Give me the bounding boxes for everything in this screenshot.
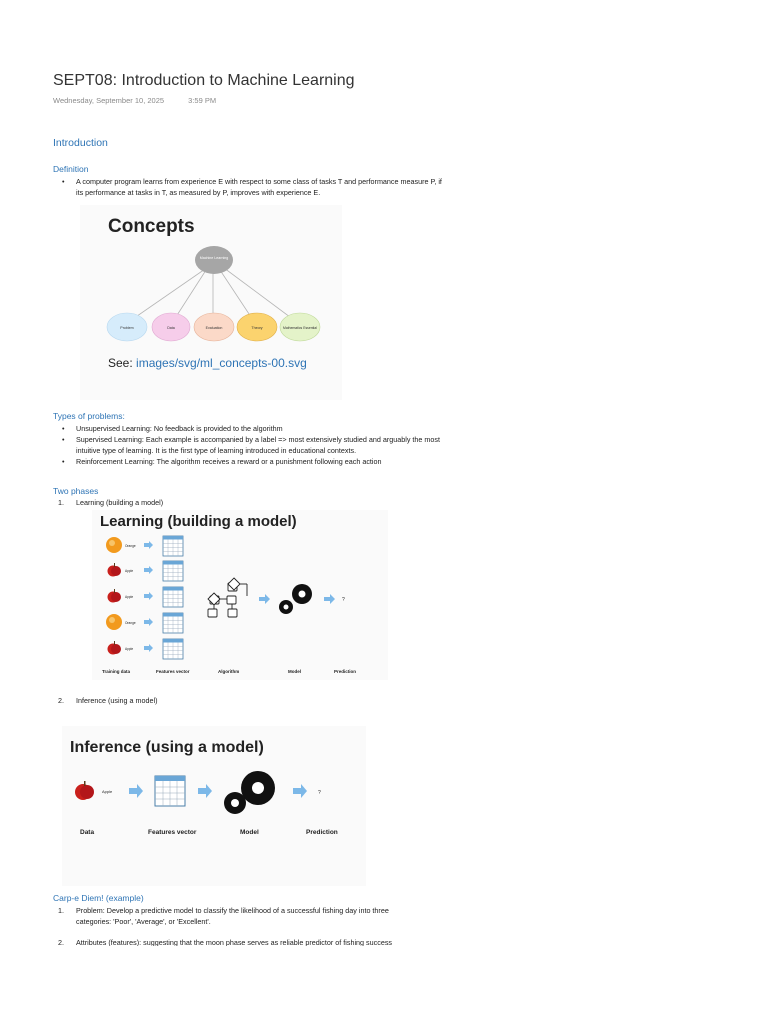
concepts-diagram [80, 205, 342, 400]
col-label: Features vector [148, 829, 197, 836]
arrow-icon [144, 592, 153, 600]
apple-icon [75, 781, 94, 800]
learning-row [108, 639, 184, 659]
concepts-node-label: Theory [251, 326, 263, 330]
carpe-heading: Carp-e Diem! (example) [53, 893, 144, 903]
concepts-root-node [195, 246, 233, 274]
arrow-icon [259, 594, 270, 604]
carpe-item-text: categories: 'Poor', 'Average', or 'Excellent'. [76, 917, 211, 926]
types-item-text: Unsupervised Learning: No feedback is provided to the algorithm [76, 424, 283, 433]
carpe-item-text: Attributes (features): suggesting that the moon phase serves as reliable predictor of fishing success [76, 938, 393, 946]
types-heading: Types of problems: [53, 411, 125, 421]
concepts-see-line [108, 356, 307, 370]
types-item-supervised [60, 434, 530, 456]
types-item-unsupervised [60, 423, 530, 434]
orange-icon [106, 537, 122, 553]
list-number: 2. [58, 938, 64, 946]
carpe-item-problem [58, 905, 478, 927]
concepts-node-label: Evaluation [205, 326, 223, 330]
prediction-question: ? [342, 597, 345, 603]
apple-icon [108, 641, 122, 655]
types-item-text: Supervised Learning: Each example is accompanied by a label => most extensively studied and arguably the most [76, 435, 440, 444]
phase-item-learning [58, 497, 478, 508]
definition-line-2: its performance at tasks in T, as measured by P, improves with experience E. [76, 188, 321, 197]
page-title: SEPT08: Introduction to Machine Learning [53, 72, 355, 89]
concepts-node-label: Problem [120, 326, 134, 330]
learning-rows [106, 536, 183, 659]
phase-item-inference [58, 695, 478, 706]
col-label: Features vector [156, 669, 190, 674]
arrow-icon [324, 594, 335, 604]
carpe-item-attributes-clipped [58, 938, 518, 946]
model-gears-icon [224, 771, 275, 814]
inference-title: Inference (using a model) [70, 739, 264, 756]
arrow-icon [144, 541, 153, 549]
types-list [60, 423, 530, 467]
concepts-node-label: Data [167, 326, 175, 330]
col-label: Model [240, 829, 259, 836]
phases-heading: Two phases [53, 486, 99, 496]
fruit-label: Orange [125, 621, 136, 625]
learning-row [108, 587, 184, 607]
arrow-icon [198, 784, 212, 798]
concepts-node-label: Mathematics Essential [283, 326, 317, 330]
carpe-list [58, 905, 478, 927]
definition-line-1: A computer program learns from experience E with respect to some class of tasks T and performance measure P, if [76, 177, 442, 186]
concepts-root-label: Machine Learning [199, 256, 229, 260]
learning-row [106, 536, 183, 556]
col-label: Algorithm [218, 669, 240, 674]
arrow-icon [293, 784, 307, 798]
learning-row [108, 561, 184, 581]
types-item-text: Reinforcement Learning: The algorithm receives a reward or a punishment following each action [76, 457, 382, 466]
model-gears-icon [279, 584, 312, 614]
prediction-question: ? [318, 790, 321, 796]
definition-list [60, 176, 530, 198]
phases-list-2 [58, 695, 478, 706]
features-table-icon [163, 613, 183, 633]
learning-diagram [92, 510, 388, 680]
arrow-icon [144, 644, 153, 652]
col-label: Prediction [334, 669, 357, 674]
features-table-icon [163, 587, 183, 607]
fruit-label: Apple [102, 789, 113, 794]
fruit-label: Apple [125, 569, 134, 573]
features-table-icon [163, 561, 183, 581]
page-date: Wednesday, September 10, 2025 [53, 96, 165, 105]
algorithm-flowchart [208, 578, 247, 617]
learning-title: Learning (building a model) [100, 513, 297, 530]
fruit-label: Orange [125, 544, 136, 548]
features-table-icon [163, 536, 183, 556]
see-prefix: See: [108, 356, 137, 370]
apple-icon [108, 563, 122, 577]
apple-icon [108, 589, 122, 603]
types-item-text: intuitive type of learning. It is the first type of learning introduced in educational contexts. [76, 446, 357, 455]
learning-row [106, 613, 183, 633]
fruit-label: Apple [125, 647, 134, 651]
arrow-icon [144, 566, 153, 574]
list-number: 1. [58, 498, 64, 507]
page-timestamp [53, 96, 238, 105]
concepts-svg-link[interactable]: images/svg/ml_concepts-00.svg [136, 356, 307, 370]
phases-list-1 [58, 497, 478, 508]
introduction-heading: Introduction [53, 137, 108, 149]
types-item-reinforcement [60, 456, 530, 467]
list-number: 2. [58, 696, 64, 705]
arrow-icon [129, 784, 143, 798]
list-number: 1. [58, 906, 64, 915]
definition-item [60, 176, 530, 198]
phase-item-text: Learning (building a model) [76, 498, 164, 507]
features-table-icon [163, 639, 183, 659]
col-label: Data [80, 829, 95, 836]
features-table-icon [155, 776, 185, 806]
phase-item-text: Inference (using a model) [76, 696, 158, 705]
col-label: Prediction [306, 829, 338, 836]
arrow-icon [144, 618, 153, 626]
concepts-title: Concepts [108, 216, 195, 237]
col-label: Training data [102, 669, 131, 674]
col-label: Model [288, 669, 301, 674]
page-time: 3:59 PM [188, 96, 217, 105]
orange-icon [106, 614, 122, 630]
fruit-label: Apple [125, 595, 134, 599]
definition-heading: Definition [53, 164, 89, 174]
carpe-item-text: Problem: Develop a predictive model to classify the likelihood of a successful fishing day into three [76, 906, 389, 915]
inference-diagram [62, 726, 366, 886]
